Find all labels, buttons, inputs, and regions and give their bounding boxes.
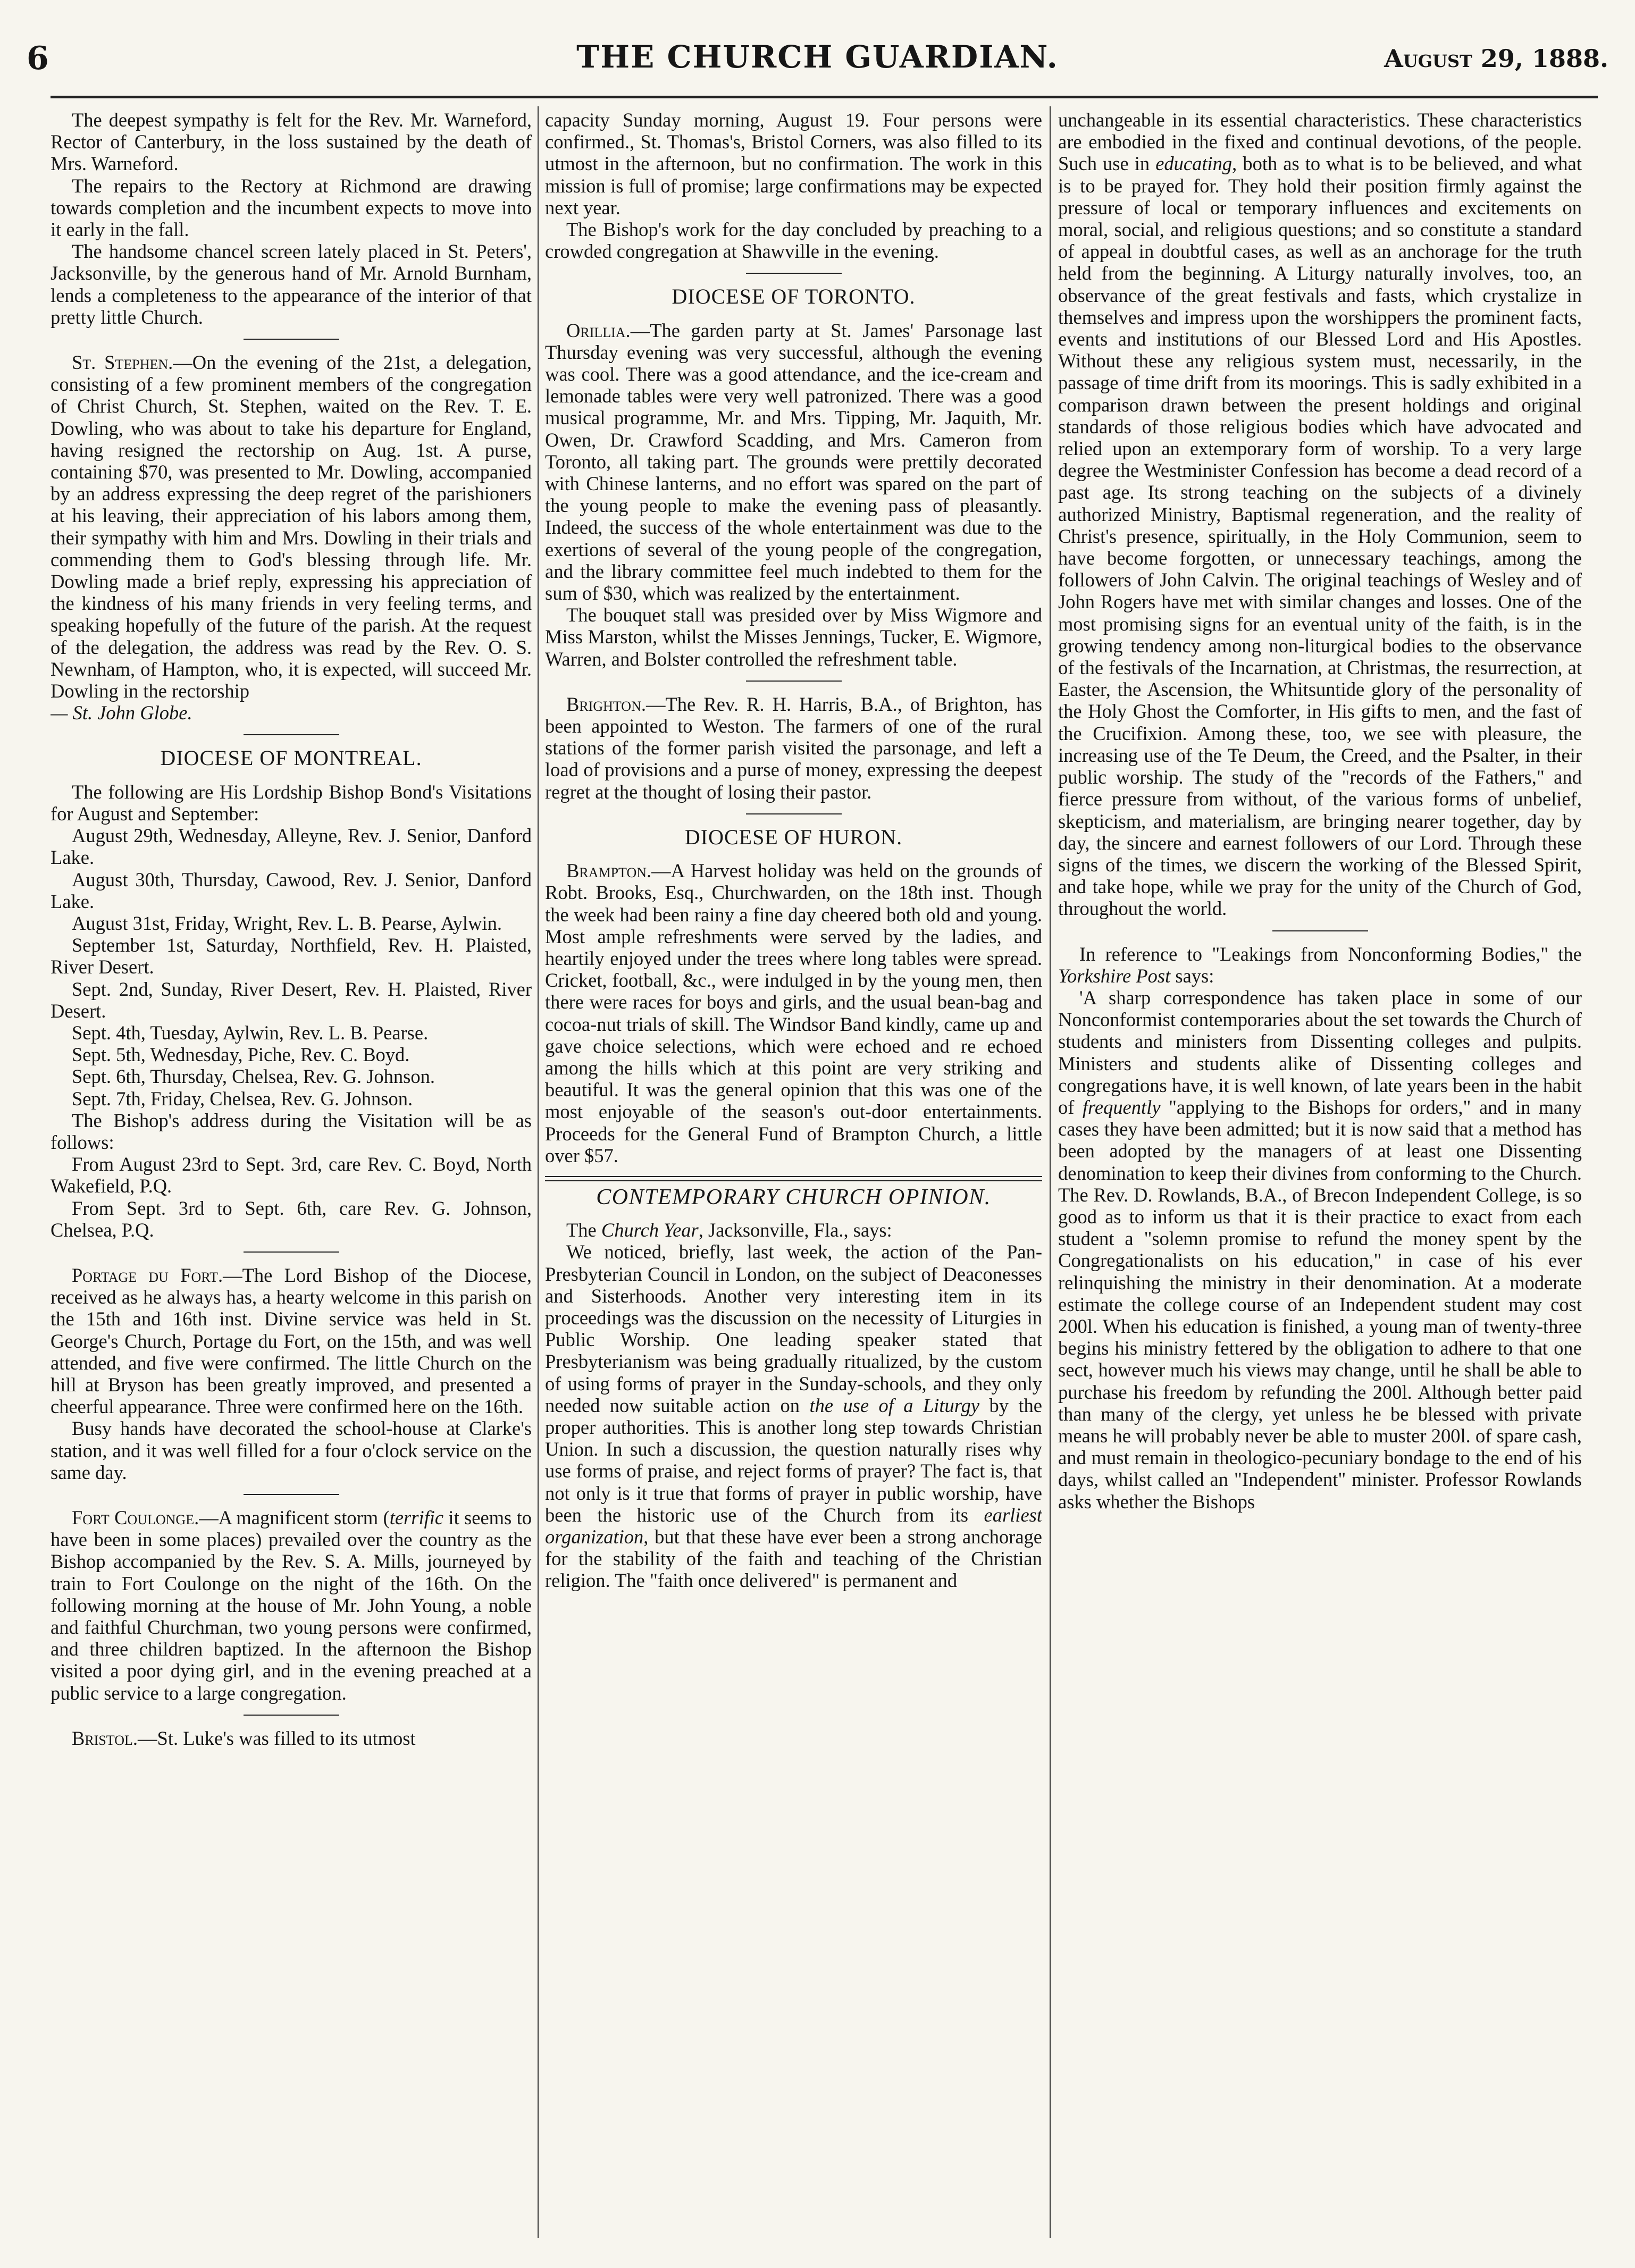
separator-rule <box>244 1494 339 1495</box>
page-number: 6 <box>27 40 49 77</box>
article-portage-du-fort <box>51 1264 532 1417</box>
article-text: it seems to have been in some places) prevailed over the country as the Bishop accompanied by the Rev. S. A. Mills, journeyed by train to Fort Coulonge on the night of the 16th. On the following morning at the house of Mr. John Young, a noble and faithful Churchman, two young persons were confirmed, and three children baptized. In the afternoon the Bishop visited a poor dying girl, and in the evening preached at a public service to a large congregation. <box>51 1506 532 1704</box>
article-lead: St. Stephen. <box>72 351 173 374</box>
text: earliest organization <box>545 1503 1042 1548</box>
paragraph <box>545 1219 1042 1241</box>
paragraph: The handsome chancel screen lately placed in St. Peters', Jacksonville, by the generous hand of Mr. Arnold Burnham, lends a completeness to the appearance of the interior of that pretty little Church. <box>51 240 532 328</box>
separator-rule <box>244 1251 339 1253</box>
visitation-item: Sept. 2nd, Sunday, River Desert, Rev. H. Plaisted, River Desert. <box>51 978 532 1022</box>
paragraph: The bouquet stall was presided over by Miss Wigmore and Miss Marston, whilst the Misses Jennings, Tucker, E. Wigmore, Warren, and Bolster controlled the refreshment table. <box>545 604 1042 670</box>
text: The <box>566 1219 601 1241</box>
separator-rule <box>746 813 842 814</box>
article-text: —The Lord Bishop of the Diocese, received as he always has, a hearty welcome in this parish on the 15th and 16th inst. Divine service was held in St. George's Church, Portage du Fort, on the 15th, and was well attended, and five were confirmed. The little Church on the hill at Bryson has been greatly improved, and presented a cheerful appearance. Three were confirmed here on the 16th. <box>51 1264 532 1418</box>
text: the use of a Liturgy <box>809 1394 980 1416</box>
publication-name: Church Year <box>601 1219 699 1241</box>
article-lead: Brighton. <box>566 693 646 715</box>
article-brampton <box>545 860 1042 1166</box>
visitation-item: September 1st, Saturday, Northfield, Rev. H. Plaisted, River Desert. <box>51 934 532 978</box>
column-divider <box>1050 106 1051 2238</box>
text: , Jacksonville, Fla., says: <box>698 1219 892 1241</box>
article-brighton <box>545 693 1042 803</box>
article-text: —St. Luke's was filled to its utmost <box>138 1727 416 1749</box>
masthead-rule <box>51 96 1598 98</box>
paragraph <box>1058 987 1582 1513</box>
article-lead: Brampton. <box>566 860 652 882</box>
column-2 <box>545 109 1042 2230</box>
separator-rule <box>244 1715 339 1716</box>
separator-rule <box>746 273 842 274</box>
publication-name: Yorkshire Post <box>1058 964 1171 987</box>
column-divider <box>538 106 539 2238</box>
text: says: <box>1170 964 1214 987</box>
article-lead: Orillia. <box>566 319 631 341</box>
paragraph: The repairs to the Rectory at Richmond are drawing towards completion and the incumbent expects to move into it early in the fall. <box>51 174 532 241</box>
paragraph: capacity Sunday morning, August 19. Four persons were confirmed., St. Thomas's, Bristol Corners, was also filled to its utmost in the afternoon, but no confirmation. The work in this mission is full of promise; large confirmations may be expected next year. <box>545 109 1042 219</box>
article-text: —A Harvest holiday was held on the grounds of Robt. Brooks, Esq., Churchwarden, on the 18th inst. Though the week had been rainy a fine day cheered both old and young. Most ample refreshments were served by the ladies, and heartily enjoyed under the trees where long tables were spread. Cricket, football, &c., were indulged in by the young men, then there were races for boys and girls, and the usual bean-bag and cocoa-nut trials of skill. The Windsor Band kindly, came up and gave choice selections, which were echoed and re echoed among the hills which at this point are very striking and beautiful. It was the general opinion that this was one of the most enjoyable of the season's out-door entertainments. Proceeds for the General Fund of Brampton Church, a little over $57. <box>545 860 1042 1166</box>
visitation-item: Sept. 5th, Wednesday, Piche, Rev. C. Boyd. <box>72 1044 410 1066</box>
article-st-stephen <box>51 351 532 724</box>
text: 'A sharp correspondence has taken place in some of our Nonconformist contemporaries about the set towards the Church of students and ministers from Dissenting colleges and pulpits. Ministers and students alike of Dissenting colleges and congregations have, it is well known, of late years been in the habit of <box>1058 986 1582 1118</box>
visitation-item: August 31st, Friday, Wright, Rev. L. B. Pearse, Aylwin. <box>72 912 502 934</box>
section-heading-montreal: DIOCESE OF MONTREAL. <box>160 746 422 770</box>
issue-date: August 29, 1888. <box>1384 44 1608 73</box>
paragraph: From August 23rd to Sept. 3rd, care Rev. C. Boyd, North Wakefield, P.Q. <box>51 1153 532 1197</box>
paragraph: The Bishop's address during the Visitation will be as follows: <box>51 1109 532 1153</box>
paragraph: The deepest sympathy is felt for the Rev. Mr. Warneford, Rector of Canterbury, in the loss sustained by the death of Mrs. Warneford. <box>51 109 532 175</box>
section-heading-toronto: DIOCESE OF TORONTO. <box>672 284 916 309</box>
text: , both as to what is to be believed, and what is to be prayed for. They hold their position firmly against the pressure of local or temporary influences and excitements on moral, social, and religious questions; and so constitute a standard of appeal in doubtful cases, as well as an anchorage for the truth held from the beginning. A Liturgy naturally involves, too, an observance of the great festivals and fasts, which crystalize in themselves and impress upon the worshippers the prominent facts, events and institutions of our Blessed Lord and His Apostles. Without these any religious system must, necessarily, in the passage of time drift from its moorings. This is sadly exhibited in a comparison drawn between the present holdings and original standards of those religious bodies which have advocated and relied upon an extemporary form of worship. To a very large degree the Westminister Confession has become a dead record of a past age. Its strong teaching on the subjects of a divinely authorized Ministry, Baptismal regeneration, and the reality of Christ's presence, spiritually, in the Holy Communion, seem to have become forgotten, or unnecessary teachings, among the followers of John Calvin. The original teachings of Wesley and of John Rogers have met with similar changes and losses. One of the most promising signs for an eventual unity of the faith, is in the growing tendency among non-liturgical bodies to the observance of the festivals of the Incarnation, at Christmas, the resurrection, at Easter, the Ascension, the Whitsuntide glory of the personality of the Holy Ghost the Comforter, in His gifts to men, and the fast of the Crucifixion. Among these, too, we see with pleasure, the increasing use of the Te Deum, the Creed, and the Psalter, in their public worship. The study of the "records of the Fathers," and fierce pressure from without, of the various forms of unbelief, skepticism, and materialism, are bringing nearer together, day by day, the sincere and earnest followers of our Lord. Through these signs of the times, we discern the working of the Blessed Spirit, and take hope, while we pray for the unity of the Church of God, throughout the world. <box>1058 153 1582 920</box>
text: unchangeable in its essential characteristics. These characteristics are embodied in the fixed and continual devotions, of the people. Such use in <box>1058 109 1582 175</box>
paragraph: The Bishop's work for the day concluded by preaching to a crowded congregation at Shawville in the evening. <box>545 219 1042 263</box>
article-text: —A magnificent storm ( <box>199 1506 390 1528</box>
article-bristol <box>51 1727 532 1749</box>
text: , but that these have ever been a strong anchorage for the stability of the faith and teaching of the Christian religion. The "faith once delivered" is permanent and <box>545 1525 1042 1592</box>
text: "applying to the Bishops for orders," and in many cases they have been admitted; but it is now said that a method has been adopted by the managers of at least one Dissenting denomination to keep their divines from conforming to the Church. The Rev. D. Rowlands, B.A., of Brecon Independent College, is so good as to inform us that it is their practice to exact from each student a "solemn promise to refund the money spent by the Congregationalists on his education," in case of his ever relinquishing the ministry in their denomination. At a moderate estimate the college course of an Independent student may cost 200l. When his education is finished, a young man of twenty-three begins his ministry fettered by the obligation to adhere to that one sect, however much his views may change, until he shall be able to purchase his freedom by refunding the 200l. Although better paid than many of the clergy, yet unless he be blessed with private means he will probably never be able to muster 200l. of spare cash, and must remain in theologico-pecuniary bondage to the end of his days, whilst called an "Independent" minister. Professor Rowlands asks whether the Bishops <box>1058 1096 1582 1513</box>
article-fort-coulonge <box>51 1507 532 1704</box>
paragraph <box>545 1241 1042 1591</box>
article-orillia <box>545 320 1042 604</box>
paragraph <box>1058 943 1582 987</box>
separator-rule <box>244 734 339 735</box>
paragraph <box>1058 109 1582 920</box>
article-lead: Bristol. <box>72 1727 138 1749</box>
newspaper-title: THE CHURCH GUARDIAN. <box>576 39 1059 75</box>
article-text: —The garden party at St. James' Parsonage last Thursday evening was very successful, although the evening was cool. There was a good attendance, and the ice-cream and lemonade tables were very well patronized. There was a good musical programme, Mr. and Mrs. Tipping, Mr. Jaquith, Mr. Owen, Dr. Crawford Scadding, and Mrs. Cameron from Toronto, all taking part. The grounds were prettily decorated with Chinese lanterns, and no effort was spared on the part of the young people to make the evening pass of pleasantly. Indeed, the success of the whole entertainment was due to the exertions of several of the young people of the congregation, and the library committee feel much indebted to them for the sum of $30, which was realized by the entertainment. <box>545 319 1042 604</box>
separator-rule <box>746 681 842 682</box>
article-source: — St. John Globe. <box>51 702 192 724</box>
visitation-item: Sept. 4th, Tuesday, Aylwin, Rev. L. B. Pearse. <box>72 1021 429 1044</box>
article-text: —On the evening of the 21st, a delegation, consisting of a few prominent members of the congregation of Christ Church, St. Stephen, waited on the Rev. T. E. Dowling, who was about to take his departure for England, having resigned the rectorship on Aug. 1st. A purse, containing $70, was presented to Mr. Dowling, accompanied by an address expressing the deep regret of the parishioners at his leaving, their appreciation of his labors among them, their sympathy with him and Mrs. Dowling in their trials and commending them to God's blessing through life. Mr. Dowling made a brief reply, expressing his appreciation of the kindness of his many friends in very feeling terms, and speaking hopefully of the future of the parish. At the request of the delegation, the address was read by the Rev. O. S. Newnham, of Hampton, who, it is expected, will succeed Mr. Dowling in the rectorship <box>51 351 532 702</box>
article-lead: Portage du Fort. <box>72 1264 223 1286</box>
text: educating <box>1155 153 1232 175</box>
paragraph: Busy hands have decorated the school-house at Clarke's station, and it was well filled for a four o'clock service on the same day. <box>51 1417 532 1483</box>
text: We noticed, briefly, last week, the action of the Pan-Presbyterian Council in London, on the subject of Deaconesses and Sisterhoods. Another very interesting item in its proceedings was the discussion on the necessity of Liturgies in Public Worship. One leading speaker stated that Presbyterianism was being gradually ritualized, by the custom of using forms of prayer in the Sunday-schools, and they only needed now suitable action on <box>545 1241 1042 1416</box>
text: frequently <box>1082 1096 1161 1118</box>
double-rule <box>545 1176 1042 1181</box>
column-1 <box>51 109 532 2230</box>
column-3 <box>1058 109 1582 2230</box>
section-heading-contemporary: CONTEMPORARY CHURCH OPINION. <box>596 1185 991 1209</box>
paragraph: The following are His Lordship Bishop Bond's Visitations for August and September: <box>51 780 532 825</box>
visitation-item: August 29th, Wednesday, Alleyne, Rev. J. Senior, Danford Lake. <box>51 825 532 869</box>
article-text: —The Rev. R. H. Harris, B.A., of Brighton, has been appointed to Weston. The farmers of one of the rural stations of the former parish visited the parsonage, and left a load of provisions and a purse of money, expressing the deepest regret at the thought of losing their pastor. <box>545 693 1042 803</box>
article-lead: Fort Coulonge. <box>72 1506 199 1528</box>
text: by the proper authorities. This is another long step towards Christian Union. In such a discussion, the question naturally rises why use forms of praise, and reject forms of prayer? The fact is, that not only is it true that forms of prayer in public worship, have been the historic use of the Church from its <box>545 1394 1042 1526</box>
paragraph: From Sept. 3rd to Sept. 6th, care Rev. G. Johnson, Chelsea, P.Q. <box>51 1197 532 1241</box>
separator-rule <box>1272 930 1368 931</box>
visitation-item: August 30th, Thursday, Cawood, Rev. J. Senior, Danford Lake. <box>51 868 532 912</box>
article-text: terrific <box>389 1506 444 1528</box>
masthead <box>21 29 1614 90</box>
visitation-item: Sept. 6th, Thursday, Chelsea, Rev. G. Johnson. <box>72 1065 435 1088</box>
visitation-item: Sept. 7th, Friday, Chelsea, Rev. G. Johnson. <box>72 1087 413 1110</box>
separator-rule <box>244 339 339 340</box>
section-heading-huron: DIOCESE OF HURON. <box>684 825 903 849</box>
text: In reference to "Leakings from Nonconforming Bodies," the <box>1079 943 1582 965</box>
